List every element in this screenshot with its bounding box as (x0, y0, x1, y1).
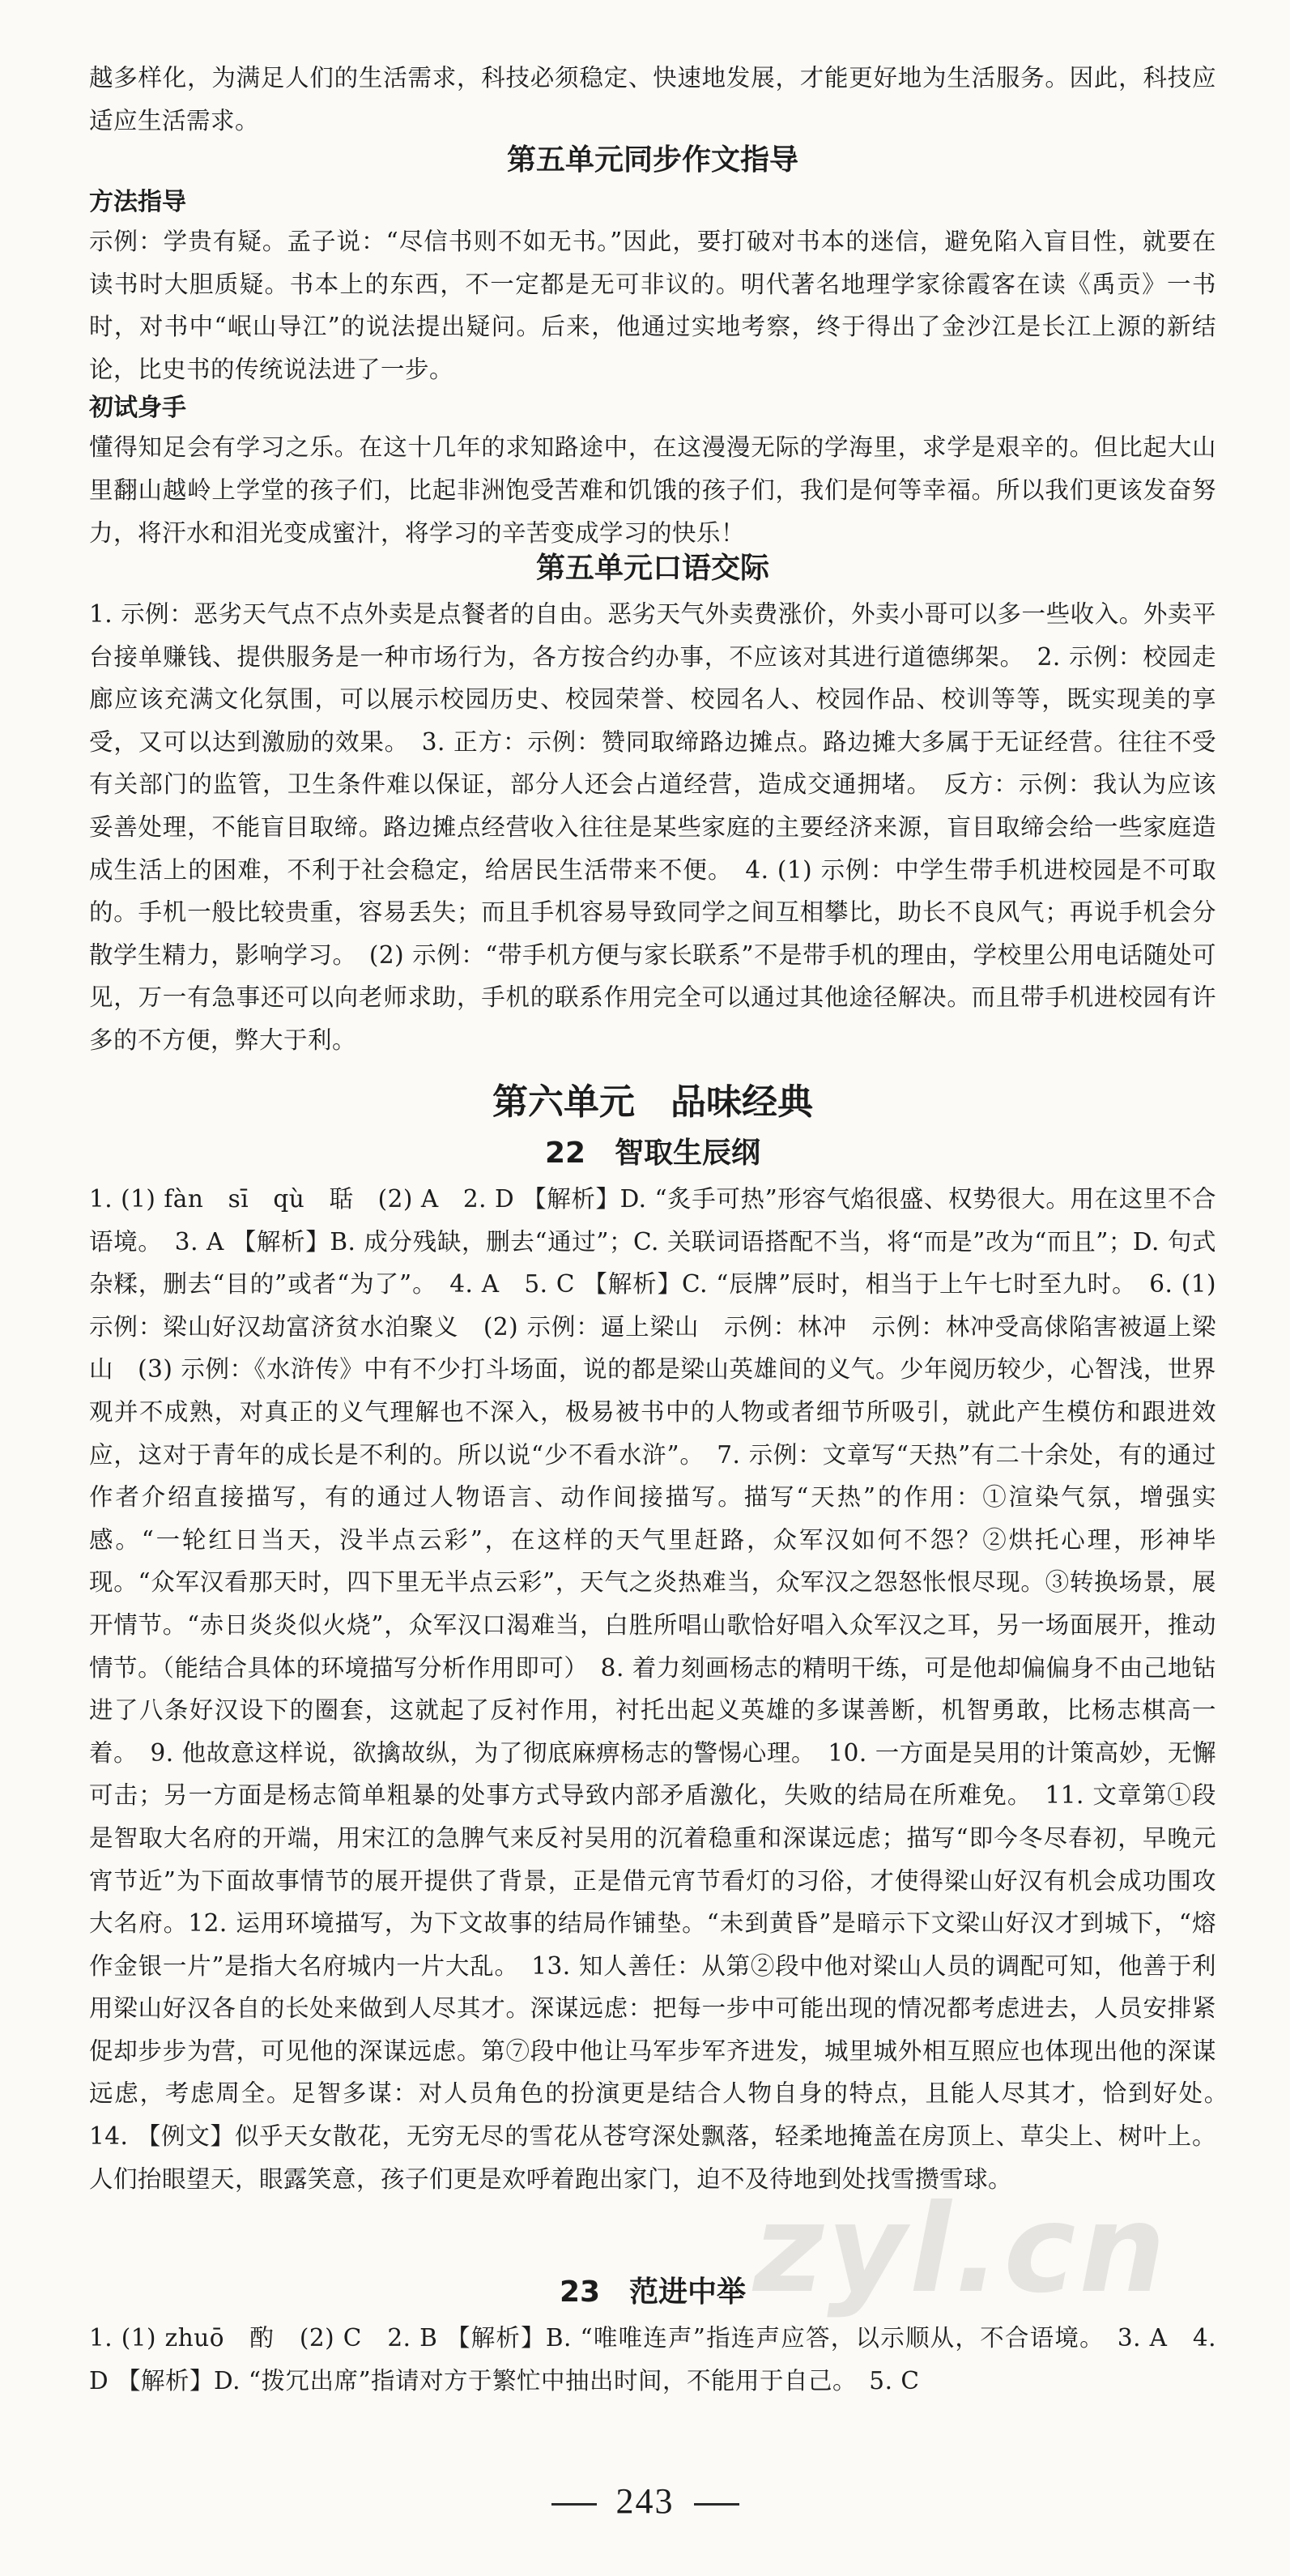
unit-six-title-left: 第六单元 (492, 1081, 635, 1123)
unit-six-section (89, 1076, 1241, 2200)
unit-six-title-right: 品味经典 (671, 1081, 813, 1123)
intro-paragraph: 越多样化，为满足人们的生活需求，科技必须稳定、快速地发展，才能更好地为生活服务。因此，科技应适应生活需求。 (89, 64, 1216, 134)
intro-block (89, 57, 1216, 142)
unit-six-title (89, 1076, 1216, 1129)
writing-guide-section (89, 136, 1216, 554)
oral-communication-title: 第五单元口语交际 (535, 552, 769, 585)
page-number: 243 (615, 2481, 675, 2521)
oral-communication-text: 1. 示例：恶劣天气点不点外卖是点餐者的自由。恶劣天气外卖费涨价，外卖小哥可以多一些收入。外卖平台接单赚钱、提供服务是一种市场行为，各方按合约办事，不应该对其进行道德绑架。 2. 示例：校园走廊应该充满文化氛围，可以展示校园历史、校园荣誉、校园名人、校园作品、校训等等，既实现美的享受，又可以达到激励的效果。 3. 正方：示例：赞同取缔路边摊点。路边摊大多属于无证经营。往往不受有关部门的监管，卫生条件难以保证，部分人还会占道经营，造成交通拥堵。 反方：示例：我认为应该妥善处理，不能盲目取缔。路边摊点经营收入往往是某些家庭的主要经济来源，盲目取缔会给一些家庭造成生活上的困难，不利于社会稳定，给居民生活带来不便。 4. (1) 示例：中学生带手机进校园是不可取的。手机一般比较贵重，容易丢失；而且手机容易导致同学之间互相攀比，助长不良风气；再说手机会分散学生精力，影响学习。 (2) 示例：“带手机方便与家长联系”不是带手机的理由，学校里公用电话随处可见，万一有急事还可以向老师求助，手机的联系作用完全可以通过其他途径解决。而且带手机进校园有许多的不方便，弊大于利。 (89, 600, 1216, 1054)
lesson-22-title: 22 智取生辰纲 (544, 1137, 761, 1170)
page-footer (0, 2480, 1290, 2522)
lesson-22-answers: 1. (1) fàn sī qù 聒 (2) A 2. D 【解析】D. “炙手可热”形容气焰很盛、权势很大。用在这里不合语境。 3. A 【解析】B. 成分残缺，删去“通过”；C. 关联词语搭配不当，将“而是”改为“而且”；D. 句式杂糅，删去“目的”或者“为了”。 4. A 5. C 【解析】C. “辰牌”辰时，相当于上午七时至九时。 6. (1) 示例：梁山好汉劫富济贫水泊聚义 (2) 示例：逼上梁山 示例：林冲 示例：林冲受高俅陷害被逼上梁山 (3) 示例：《水浒传》中有不少打斗场面，说的都是梁山英雄间的义气。少年阅历较少，心智浅，世界观并不成熟，对真正的义气理解也不深入，极易被书中的人物或者细节所吸引，就此产生模仿和跟进效应，这对于青年的成长是不利的。所以说“少不看水浒”。 7. 示例：文章写“天热”有二十余处，有的通过作者介绍直接描写，有的通过人物语言、动作间接描写。描写“天热”的作用：①渲染气氛，增强实感。“一轮红日当天，没半点云彩”，在这样的天气里赶路，众军汉如何不怨？②烘托心理，形神毕现。“众军汉看那天时，四下里无半点云彩”，天气之炎热难当，众军汉之怨怒怅恨尽现。③转换场景，展开情节。“赤日炎炎似火烧”，众军汉口渴难当，白胜所唱山歌恰好唱入众军汉之耳，另一场面展开，推动情节。（能结合具体的环境描写分析作用即可） 8. 着力刻画杨志的精明干练，可是他却偏偏身不由己地钻进了八条好汉设下的圈套，这就起了反衬作用，衬托出起义英雄的多谋善断，机智勇敢，比杨志棋高一着。 9. 他故意这样说，欲擒故纵，为了彻底麻痹杨志的警惕心理。 10. 一方面是吴用的计策高妙，无懈可击；另一方面是杨志简单粗暴的处事方式导致内部矛盾激化，失败的结局在所难免。 11. 文章第①段是智取大名府的开端，用宋江的急脾气来反衬吴用的沉着稳重和深谋远虑；描写“即今冬尽春初，早晚元宵节近”为下面故事情节的展开提供了背景，正是借元宵节看灯的习俗，才使得梁山好汉有机会成功围攻大名府。12. 运用环境描写，为下文故事的结局作铺垫。“未到黄昏”是暗示下文梁山好汉才到城下，“熔作金银一片”是指大名府城内一片大乱。 13. 知人善任：从第②段中他对梁山人员的调配可知，他善于利用梁山好汉各自的长处来做到人尽其才。深谋远虑：把每一步中可能出现的情况都考虑进去，人员安排紧促却步步为营，可见他的深谋远虑。第⑦段中他让马军步军齐进发，城里城外相互照应也体现出他的深谋远虑，考虑周全。足智多谋：对人员角色的扮演更是结合人物自身的特点，且能人尽其才，恰到好处。 14. 【例文】似乎天女散花，无穷无尽的雪花从苍穹深处飘落，轻柔地掩盖在房顶上、草尖上、树叶上。人们抬眼望天，眼露笑意，孩子们更是欢呼着跑出家门，迫不及待地到处找雪攒雪球。 (89, 1185, 1241, 2193)
writing-guide-title: 第五单元同步作文指导 (506, 143, 798, 177)
watermark-logo: zyl.cn (753, 2179, 1169, 2320)
lesson-23-section (89, 2268, 1216, 2402)
method-guide-label: 方法指导 (89, 188, 186, 216)
try-hand-text: 懂得知足会有学习之乐。在这十几年的求知路途中，在这漫漫无际的学海里，求学是艰辛的。但比起大山里翻山越岭上学堂的孩子们，比起非洲饱受苦难和饥饿的孩子们，我们是何等幸福。所以我们更该发奋努力，将汗水和泪光变成蜜汁，将学习的辛苦变成学习的快乐！ (89, 433, 1216, 547)
lesson-23-title: 23 范进中举 (559, 2275, 747, 2309)
footer-left-dash (551, 2503, 597, 2506)
method-guide-text: 示例：学贵有疑。孟子说：“尽信书则不如无书。”因此，要打破对书本的迷信，避免陷入盲目性，就要在读书时大胆质疑。书本上的东西，不一定都是无可非议的。明代著名地理学家徐霞客在读《禹贡》一书时，对书中“岷山导江”的说法提出疑问。后来，他通过实地考察，终于得出了金沙江是长江上源的新结论，比史书的传统说法进了一步。 (89, 228, 1216, 383)
lesson-23-answers: 1. (1) zhuō 酌 (2) C 2. B 【解析】B. “唯唯连声”指连声应答，以示顺从，不合语境。 3. A 4. D 【解析】D. “拨冗出席”指请对方于繁忙中抽出时间，不能用于自己。 5. C (89, 2324, 1216, 2395)
oral-communication-section (89, 544, 1216, 1062)
footer-right-dash (694, 2503, 739, 2506)
try-hand-label: 初试身手 (89, 394, 186, 423)
